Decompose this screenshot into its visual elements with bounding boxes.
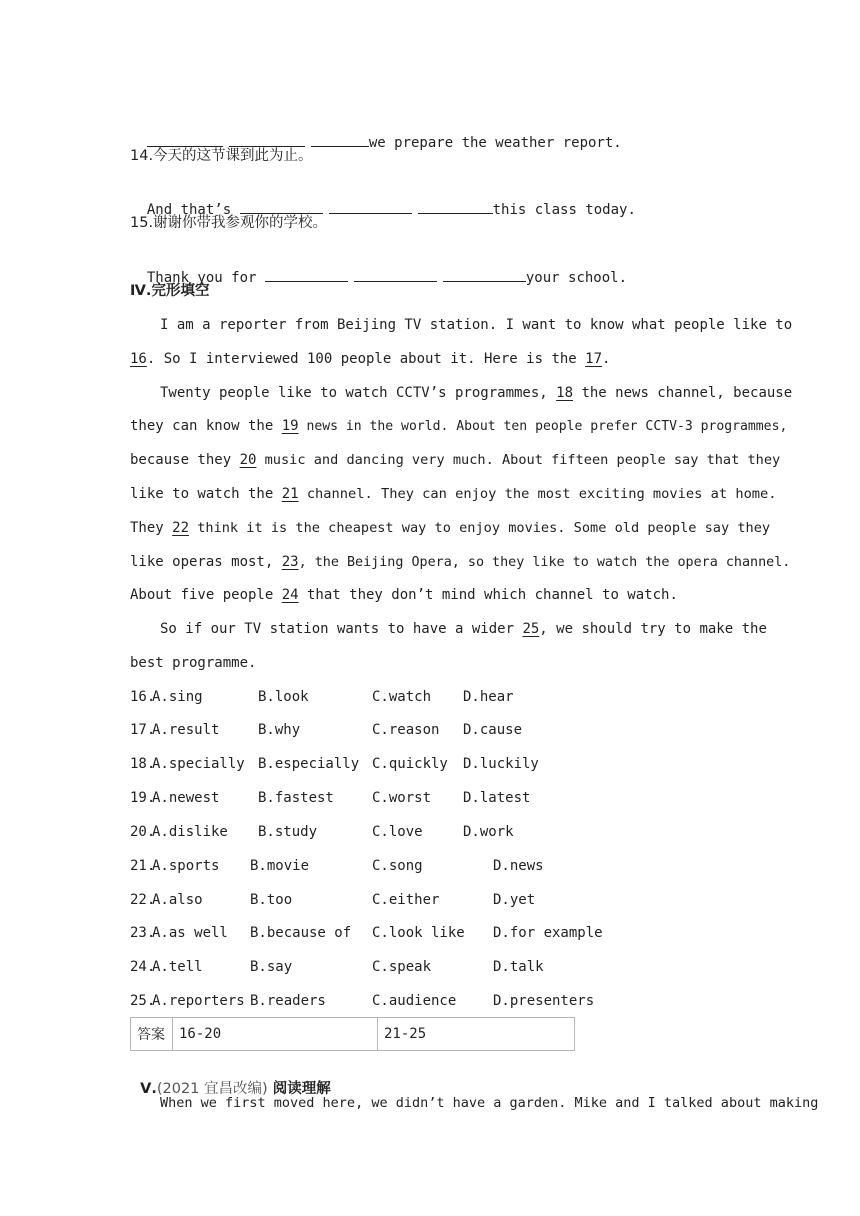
blank-16[interactable]: 16 bbox=[130, 351, 147, 367]
blank-21[interactable]: 21 bbox=[281, 486, 299, 502]
option-a[interactable]: A.sports bbox=[152, 858, 220, 874]
option-d[interactable]: D.presenters bbox=[493, 993, 595, 1009]
answer-blank[interactable] bbox=[418, 199, 493, 214]
answer-blank[interactable] bbox=[265, 267, 348, 282]
passage-text: . bbox=[602, 351, 611, 367]
passage-text: like operas most, bbox=[130, 554, 282, 570]
answer-range: 21-25 bbox=[384, 1026, 427, 1042]
passage-text: , the Beijing Opera, so they like to watch the opera channel. bbox=[298, 555, 791, 570]
answer-row bbox=[131, 1018, 575, 1051]
passage-text: because they bbox=[130, 452, 240, 468]
answer-blank[interactable] bbox=[443, 267, 526, 282]
option-b[interactable]: B.movie bbox=[250, 858, 310, 874]
option-d[interactable]: D.news bbox=[493, 858, 544, 874]
passage-text: they can know the bbox=[130, 418, 282, 434]
passage-text: . So I interviewed 100 people about it. Here is the bbox=[146, 351, 586, 367]
option-a[interactable]: A.also bbox=[152, 892, 203, 908]
option-c[interactable]: C.audience bbox=[372, 993, 457, 1009]
answer-label: 答案 bbox=[131, 1018, 173, 1051]
option-d[interactable]: D.hear bbox=[463, 689, 514, 705]
question-number: 23. bbox=[130, 925, 156, 941]
blank-20[interactable]: 20 bbox=[239, 452, 257, 468]
blank-23[interactable]: 23 bbox=[281, 554, 299, 570]
passage-text: About five people bbox=[130, 587, 282, 603]
question-number: 22. bbox=[130, 892, 156, 908]
option-c[interactable]: C.speak bbox=[372, 959, 432, 975]
option-c[interactable]: C.song bbox=[372, 858, 423, 874]
section-numeral: Ⅴ. bbox=[140, 1081, 157, 1097]
option-d[interactable]: D.for example bbox=[493, 925, 603, 941]
option-a[interactable]: A.result bbox=[152, 722, 220, 738]
blank-24[interactable]: 24 bbox=[281, 587, 299, 603]
blank-19[interactable]: 19 bbox=[281, 418, 299, 434]
option-a[interactable]: A.reporters bbox=[152, 993, 245, 1009]
option-d[interactable]: D.yet bbox=[493, 892, 536, 908]
passage-text: Twenty people like to watch CCTV’s programmes, bbox=[160, 385, 557, 401]
q15-suffix: your school. bbox=[525, 270, 628, 286]
option-a[interactable]: A.as well bbox=[152, 925, 228, 941]
question-number: 17. bbox=[130, 722, 156, 738]
answer-blank[interactable] bbox=[240, 199, 323, 214]
option-c[interactable]: C.watch bbox=[372, 689, 432, 705]
passage-line bbox=[130, 518, 771, 538]
option-b[interactable]: B.say bbox=[250, 959, 293, 975]
question-number: 19. bbox=[130, 790, 156, 806]
passage-text: like to watch the bbox=[130, 486, 282, 502]
passage-line bbox=[130, 552, 791, 573]
answer-blank[interactable] bbox=[311, 132, 369, 147]
passage-line bbox=[130, 450, 781, 470]
q13-text: we prepare the weather report. bbox=[368, 135, 622, 151]
passage-text: channel. They can enjoy the most exciting movies at home. bbox=[298, 486, 777, 502]
question-number: 21. bbox=[130, 858, 156, 874]
section-4-title: Ⅳ.完形填空 bbox=[130, 283, 210, 299]
passage-text: think it is the cheapest way to enjoy movies. Some old people say they bbox=[189, 520, 771, 536]
passage-line: best programme. bbox=[130, 655, 257, 671]
reading-line: When we first moved here, we didn’t have a garden. Mike and I talked about making bbox=[160, 1095, 819, 1111]
blank-18[interactable]: 18 bbox=[556, 385, 574, 401]
question-number: 25. bbox=[130, 993, 156, 1009]
option-b[interactable]: B.why bbox=[258, 722, 301, 738]
passage-text: that they don’t mind which channel to watch. bbox=[298, 587, 678, 603]
answer-blank[interactable] bbox=[229, 132, 305, 147]
option-a[interactable]: A.newest bbox=[152, 790, 220, 806]
option-b[interactable]: B.especially bbox=[258, 756, 360, 772]
q15-prefix: Thank you for bbox=[146, 270, 257, 286]
section-title: 阅读理解 bbox=[272, 1081, 331, 1097]
option-b[interactable]: B.fastest bbox=[258, 790, 334, 806]
option-b[interactable]: B.study bbox=[258, 824, 318, 840]
q15-chinese: 15.谢谢你带我参观你的学校。 bbox=[130, 215, 328, 231]
passage-line: I am a reporter from Beijing TV station. I want to know what people like to bbox=[160, 317, 793, 333]
passage-line bbox=[130, 416, 788, 437]
option-b[interactable]: B.look bbox=[258, 689, 309, 705]
blank-22[interactable]: 22 bbox=[172, 520, 190, 536]
blank-25[interactable]: 25 bbox=[522, 621, 540, 637]
option-b[interactable]: B.too bbox=[250, 892, 293, 908]
answer-blank[interactable] bbox=[354, 267, 437, 282]
option-b[interactable]: B.because of bbox=[250, 925, 352, 941]
passage-text: music and dancing very much. About fifteen people say that they bbox=[256, 452, 781, 468]
option-d[interactable]: D.latest bbox=[463, 790, 531, 806]
passage-line bbox=[130, 349, 730, 369]
passage-line bbox=[160, 619, 767, 639]
option-a[interactable]: A.specially bbox=[152, 756, 245, 772]
passage-text: news in the world. About ten people prefer CCTV-3 programmes, bbox=[298, 419, 788, 434]
question-number: 18. bbox=[130, 756, 156, 772]
option-c[interactable]: C.look like bbox=[372, 925, 465, 941]
q14-prefix: And that’s bbox=[146, 202, 232, 218]
option-b[interactable]: B.readers bbox=[250, 993, 326, 1009]
answer-range: 16-20 bbox=[179, 1026, 222, 1042]
answer-blank[interactable] bbox=[147, 132, 223, 147]
option-c[interactable]: C.worst bbox=[372, 790, 432, 806]
option-d[interactable]: D.luckily bbox=[463, 756, 539, 772]
question-number: 20. bbox=[130, 824, 156, 840]
option-d[interactable]: D.cause bbox=[463, 722, 523, 738]
passage-text: They bbox=[130, 520, 173, 536]
option-d[interactable]: D.work bbox=[463, 824, 514, 840]
section-source: (2021 宜昌改编) bbox=[156, 1081, 268, 1097]
answer-cell-16-20[interactable] bbox=[173, 1018, 378, 1051]
option-c[interactable]: C.quickly bbox=[372, 756, 448, 772]
option-a[interactable]: A.tell bbox=[152, 959, 203, 975]
answer-blank[interactable] bbox=[329, 199, 412, 214]
option-a[interactable]: A.sing bbox=[152, 689, 203, 705]
option-a[interactable]: A.dislike bbox=[152, 824, 228, 840]
q14-suffix: this class today. bbox=[492, 202, 636, 218]
q14-chinese: 14.今天的这节课到此为止。 bbox=[130, 148, 313, 164]
option-c[interactable]: C.love bbox=[372, 824, 423, 840]
answer-cell-21-25[interactable] bbox=[378, 1018, 575, 1051]
option-d[interactable]: D.talk bbox=[493, 959, 544, 975]
answer-table bbox=[130, 1017, 575, 1051]
option-c[interactable]: C.reason bbox=[372, 722, 440, 738]
passage-line bbox=[130, 484, 777, 504]
question-number: 16. bbox=[130, 689, 156, 705]
blank-17[interactable]: 17 bbox=[585, 351, 603, 367]
option-c[interactable]: C.either bbox=[372, 892, 440, 908]
passage-line bbox=[130, 585, 730, 605]
passage-text: , we should try to make the bbox=[539, 621, 767, 637]
passage-text: So if our TV station wants to have a wider bbox=[160, 621, 523, 637]
passage-line bbox=[160, 383, 793, 403]
question-number: 24. bbox=[130, 959, 156, 975]
passage-text: the news channel, because bbox=[573, 385, 793, 401]
